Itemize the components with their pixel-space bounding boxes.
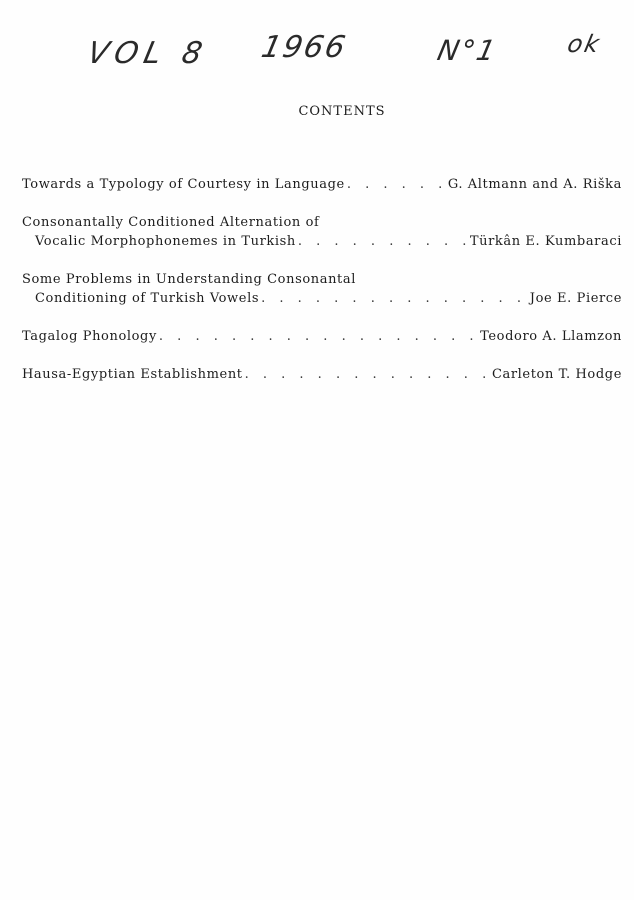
handwritten-ok: ok: [565, 30, 604, 58]
dot-leader: [298, 232, 468, 251]
toc-entry: [22, 213, 622, 251]
handwritten-year: 1966: [258, 30, 351, 65]
toc-entry-title: Consonantally Conditioned Alternation of: [22, 215, 320, 230]
page-title: CONTENTS: [298, 104, 386, 119]
toc-entry-title: Towards a Typology of Courtesy in Language: [22, 177, 345, 192]
toc-entry-title: Some Problems in Understanding Consonantal: [22, 272, 356, 287]
handwritten-annotation: [0, 30, 634, 80]
toc-entry-author: Carleton T. Hodge: [491, 367, 622, 382]
toc-entry-line: [22, 289, 622, 308]
toc-entry: [22, 365, 622, 384]
handwritten-number: N°1: [434, 34, 501, 67]
table-of-contents: [22, 175, 622, 403]
dot-leader: [347, 175, 446, 194]
toc-entry: [22, 327, 622, 346]
dot-leader: [159, 327, 478, 346]
dot-leader: [261, 289, 528, 308]
dot-leader: [245, 365, 490, 384]
toc-entry-line: [22, 270, 622, 289]
toc-entry-title: Hausa-Egyptian Establishment: [22, 367, 243, 382]
handwritten-volume: VOL 8: [84, 36, 212, 71]
toc-entry-title-continued: Vocalic Morphophonemes in Turkish: [35, 234, 296, 249]
toc-entry-title: Tagalog Phonology: [22, 329, 157, 344]
toc-entry-author: Joe E. Pierce: [529, 291, 622, 306]
toc-entry-line: [22, 232, 622, 251]
toc-entry: [22, 175, 622, 194]
toc-entry-author: Türkân E. Kumbaraci: [469, 234, 622, 249]
toc-entry-author: G. Altmann and A. Riška: [447, 177, 622, 192]
toc-entry-line: [22, 213, 622, 232]
toc-entry-title-continued: Conditioning of Turkish Vowels: [35, 291, 260, 306]
toc-entry: [22, 270, 622, 308]
toc-entry-line: [22, 327, 622, 346]
toc-entry-line: [22, 365, 622, 384]
toc-entry-line: [22, 175, 622, 194]
toc-entry-author: Teodoro A. Llamzon: [480, 329, 622, 344]
